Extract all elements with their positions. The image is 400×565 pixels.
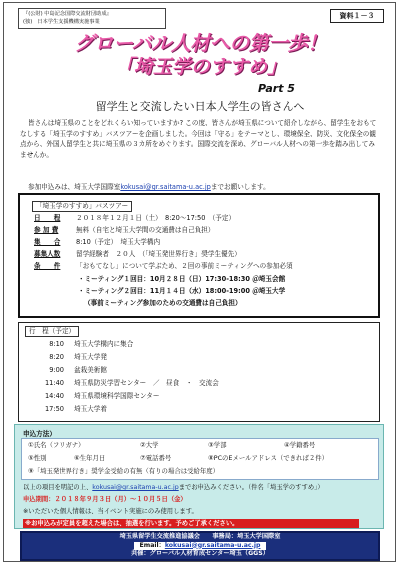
application-box	[14, 424, 384, 529]
footer-organizer: 埼玉県留学生交流推進協議会 事務局：埼玉大学国際室	[119, 533, 281, 540]
subtitle: 留学生と交流したい日本人学生の皆さんへ	[95, 100, 305, 113]
tour-row-conditions	[34, 262, 379, 271]
footer-email-line	[22, 542, 378, 551]
field-gender: ⑤性別	[28, 454, 47, 462]
itinerary-place: 埼玉県防災学習センター ／ 昼食 ・ 交流会	[74, 379, 219, 387]
itinerary-box	[18, 322, 380, 422]
itinerary-row	[29, 392, 159, 401]
tour-title: 「埼玉学のすすめ」バスツアー	[32, 201, 132, 212]
footer-cohost: 共催：グローバル人材育成センター埼玉（GGS）	[131, 550, 269, 557]
tour-row-fee	[34, 226, 379, 235]
itinerary-row	[29, 379, 219, 388]
footer-email-link[interactable]: kokusai@gr.saitama-u.ac.jp	[164, 541, 261, 549]
itinerary-time: 14:40	[44, 392, 64, 400]
itinerary-row	[29, 366, 107, 375]
intro-paragraph: 皆さんは埼玉県のことをどれくらい知っていますか? この度、皆さんが埼玉県について紹介しながら、留学生をおもてなしする「埼玉学のすすめ」バスツアーを企画しました。今回は「守る」をテーマとし、環境保全、防災、文化保全の観点から、外国人留学生と共に埼玉県の３カ所をめぐります。国際交流を深め、グローバル人材への第一歩を踏み出してみませんか。	[20, 119, 377, 159]
footer-email-label: Email：	[139, 541, 165, 549]
application-title: 申込方法）	[23, 430, 56, 438]
itinerary-time: 11:40	[44, 379, 64, 387]
application-fields-box	[21, 438, 379, 480]
apply-contact-text: 参加申込みは、埼玉大学国際室	[28, 183, 121, 191]
part-label: Part 5	[258, 82, 295, 95]
footer-banner	[20, 531, 380, 561]
tour-row-value: 「おもてなし」について学ぶため、２回の事前ミーティングへの参加必須	[76, 262, 293, 270]
privacy-note: ※いただいた個人情報は、当イベント実施にのみ使用します。	[23, 508, 198, 515]
tour-row-value: ２０１８年１２月１日（土） 8:20～17:50 （予定）	[76, 214, 236, 222]
application-instruction-suffix: までお申込みください。（件名「埼玉学のすすめ」）	[178, 484, 324, 491]
tour-row-label: 集 合	[34, 238, 61, 246]
title-line-2: 「埼玉学のすすめ」	[114, 56, 287, 78]
sponsor-line-1: 『(公財) 中島記念国際交流財団助成』	[23, 11, 112, 17]
tour-row-label: 参 加 費	[34, 226, 59, 234]
application-period-label: 申込期間：	[23, 496, 55, 503]
itinerary-row	[29, 340, 133, 349]
application-period	[23, 495, 379, 504]
footer-email-wrap	[134, 542, 267, 550]
tour-row-date	[34, 214, 379, 223]
tour-row-label: 日 程	[34, 214, 61, 222]
sponsor-line-2: (独) 日本学生支援機構実施事業	[23, 18, 100, 25]
title-line-1: グローバル人材への第一歩！	[74, 31, 327, 55]
itinerary-title: 行 程（予定）	[25, 326, 79, 337]
apply-contact-suffix: までお願いします。	[210, 183, 270, 191]
tour-row-label: 募集人数	[34, 250, 61, 258]
field-email: ⑧PCのEメールアドレス（できれば２件）	[208, 454, 329, 462]
lottery-alert: ※お申込みが定員を超えた場合は、抽選を行います。予めご了承ください。	[23, 519, 359, 528]
application-email-link[interactable]: kokusai@gr.saitama-u.ac.jp	[92, 484, 179, 491]
application-instruction	[23, 483, 379, 492]
itinerary-row	[29, 353, 107, 362]
title-banner	[28, 32, 373, 78]
meeting-note: （事前ミーティング参加のための交通費は自己負担）	[84, 299, 242, 307]
field-faculty: ③学部	[208, 441, 227, 449]
itinerary-time: 9:00	[49, 366, 64, 374]
field-name: ①氏名（フリガナ）	[28, 441, 85, 449]
field-birthdate: ⑥生年月日	[74, 454, 106, 462]
field-scholarship: ⑨「埼玉発世界行き」奨学金受給の有無（有りの場合は受給年度）	[28, 467, 220, 475]
sponsor-box	[18, 8, 166, 29]
itinerary-place: 盆栽美術館	[74, 366, 107, 374]
itinerary-place: 埼玉大学発	[74, 353, 107, 361]
application-period-value: ２０１８年９月３日（月）～１０月５日（金）	[54, 496, 187, 503]
itinerary-place: 埼玉大学構内に集合	[74, 340, 134, 348]
tour-row-label: 条 件	[34, 262, 61, 270]
application-instruction-prefix: 以上の項目を明記の上、	[23, 484, 93, 491]
tour-details-box	[18, 193, 380, 318]
itinerary-time: 17:50	[44, 405, 64, 413]
field-university: ②大学	[140, 441, 159, 449]
tour-row-capacity	[34, 250, 379, 259]
tour-row-value: 無料（自宅と埼玉大学間の交通費は自己負担）	[76, 226, 215, 234]
itinerary-place: 埼玉大学着	[74, 405, 107, 413]
field-student-id: ④学籍番号	[284, 441, 316, 449]
tour-row-meeting-point	[34, 238, 379, 247]
apply-contact-line	[28, 183, 378, 192]
itinerary-time: 8:10	[49, 340, 64, 348]
apply-email-link[interactable]: kokusai@gr.saitama-u.ac.jp	[120, 183, 211, 191]
itinerary-row	[29, 405, 107, 414]
itinerary-place: 埼玉県環境科学国際センター	[74, 392, 160, 400]
tour-row-value: 8:10（予定） 埼玉大学構内	[76, 238, 161, 246]
meeting-item-2: ・ミーティング２回目：11月１４日（水）18:00-19:00 ＠埼玉大学	[78, 287, 286, 295]
field-phone: ⑦電話番号	[140, 454, 172, 462]
document-number-badge: 資料１－３	[330, 9, 384, 23]
tour-row-value: 留学経験者 ２０人 （「埼玉発世界行き」奨学生優先）	[76, 250, 241, 258]
meeting-item-1: ・ミーティング１回目：10月２８日（日）17:30-18:30 ＠埼玉会館	[78, 275, 286, 283]
itinerary-time: 8:20	[49, 353, 64, 361]
